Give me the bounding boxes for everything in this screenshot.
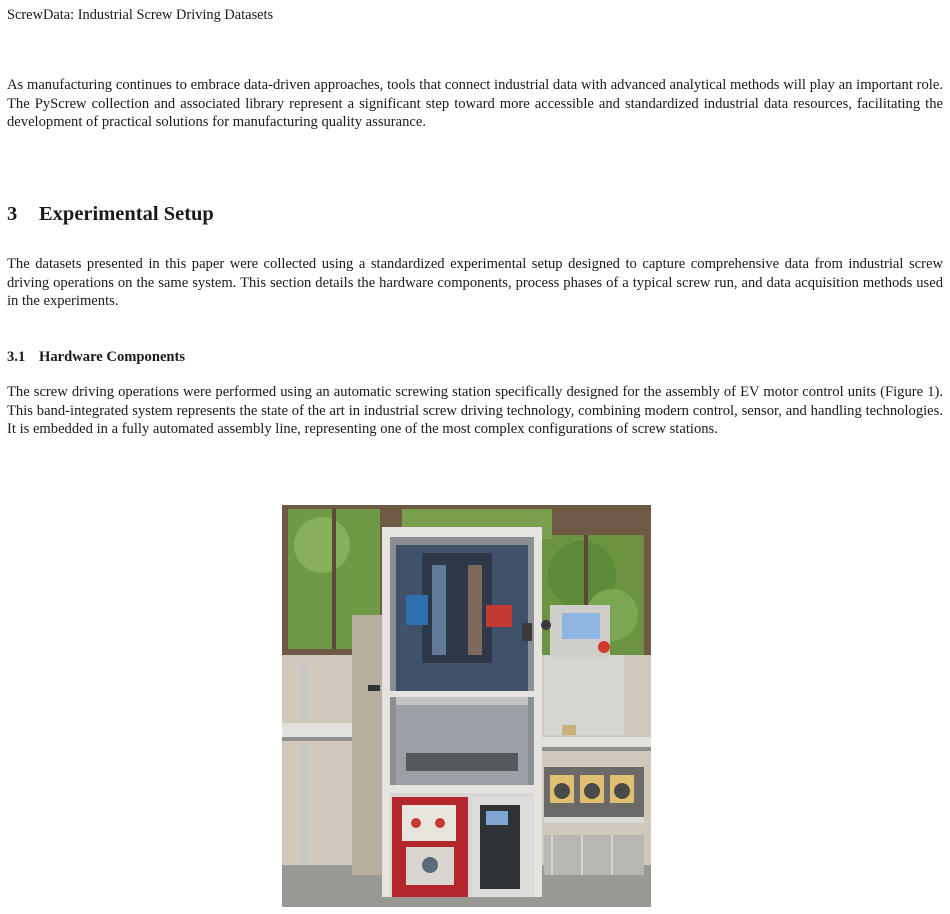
subsection-number: 3.1 [7,349,26,365]
section-heading [7,201,214,227]
subsection-title: Hardware Components [39,349,186,365]
intro-closing-paragraph: As manufacturing continues to embrace data-driven approaches, tools that connect industrial data with advanced analytical methods will play an important role. The PyScrew collection and associated library represent a significant step toward more accessible and standardized industrial data resources, facilitating the development of practical solutions for manufacturing quality assurance. [7,77,943,131]
subsection-heading [7,348,185,366]
section-title: Experimental Setup [39,203,214,225]
setup-intro-paragraph: The datasets presented in this paper were collected using a standardized experimental setup designed to capture comprehensive data from industrial screw driving operations on the same system. This section details the hardware components, process phases of a typical screw run, and data acquisition methods used in the experiments. [7,256,943,310]
section-number: 3 [7,203,18,225]
running-header: ScrewData: Industrial Screw Driving Datasets [7,7,274,23]
hardware-paragraph: The screw driving operations were performed using an automatic screwing station specifically designed for the assembly of EV motor control units (Figure 1). This band-integrated system represents the state of the art in industrial screw driving technology, combining modern control, sensor, and handling technologies. It is embedded in a fully automated assembly line, representing one of the most complex configurations of screw stations. [7,384,943,438]
screwing-station-photo [282,505,651,907]
